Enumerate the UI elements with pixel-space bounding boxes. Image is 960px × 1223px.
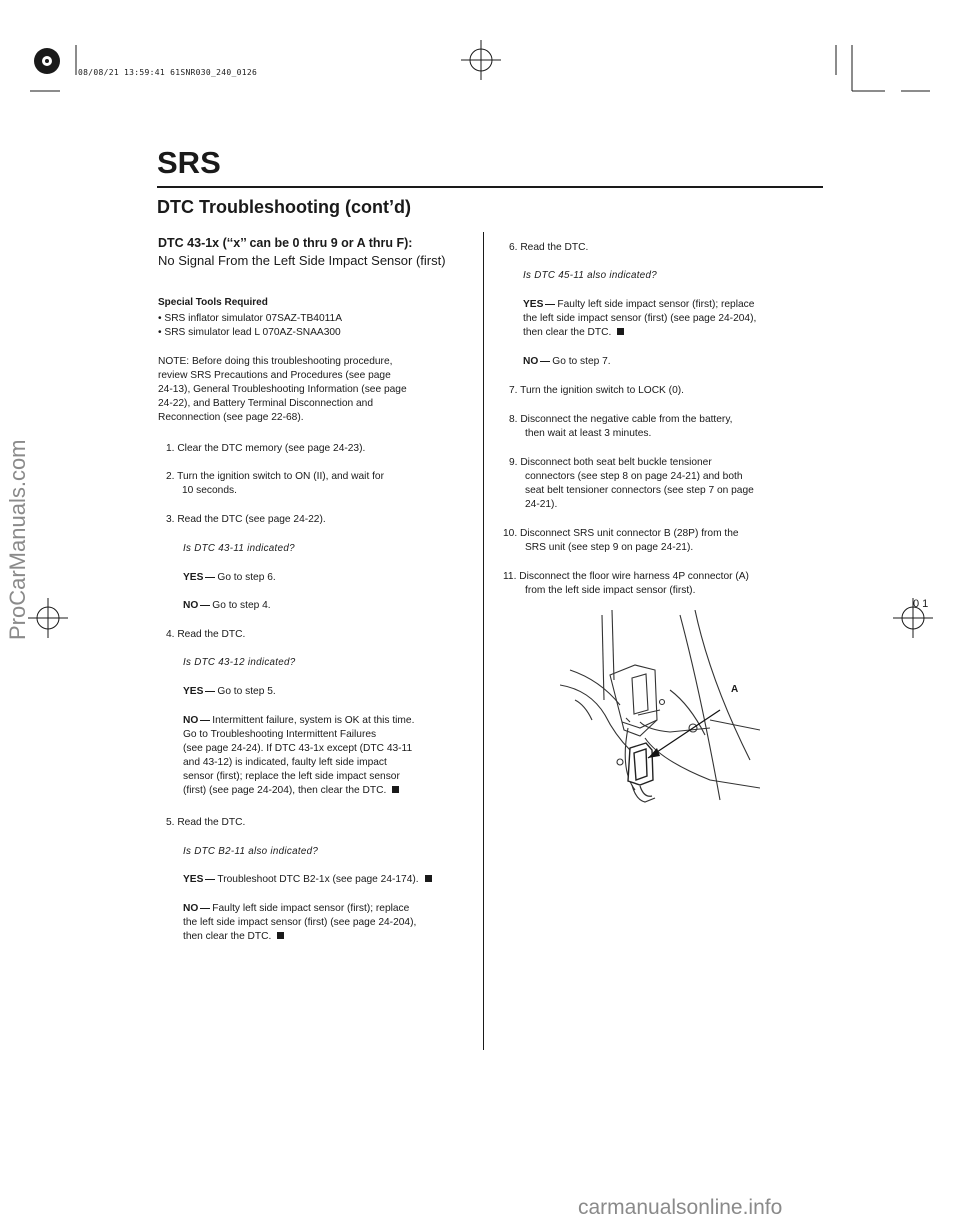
header-rule — [157, 186, 823, 188]
callout-a: A — [731, 684, 739, 695]
note-line: NOTE: Before doing this troubleshooting procedure, — [158, 356, 393, 367]
no-5 — [183, 902, 416, 944]
no-4 — [183, 714, 414, 798]
yes-label: YES — [183, 874, 204, 885]
no-5-line: the left side impact sensor (first) (see page 24-204), — [183, 917, 417, 928]
dash — [200, 605, 210, 606]
no-5-line: then clear the DTC. — [183, 931, 272, 942]
yes-5-text: Troubleshoot DTC B2-1x (see page 24-174). — [217, 874, 419, 885]
section-title: SRS — [157, 145, 221, 180]
step-9 — [509, 456, 754, 512]
step-7: 7. Turn the ignition switch to LOCK (0). — [509, 385, 684, 396]
step-3: 3. Read the DTC (see page 24-22). — [166, 514, 326, 525]
dtc-heading: DTC 43-1x (‘‘x’’ can be 0 thru 9 or A thru F): — [158, 236, 413, 250]
no-4-line: and 43-12) is indicated, faulty left side impact — [183, 757, 387, 768]
dash — [200, 908, 210, 909]
step-11 — [503, 570, 749, 598]
question-3: Is DTC 43-11 indicated? — [183, 543, 295, 554]
end-mark-icon — [392, 786, 399, 793]
end-mark-icon — [425, 875, 432, 882]
step-11-line: from the left side impact sensor (first). — [525, 585, 696, 596]
step-10 — [503, 527, 739, 555]
no-4-line: Go to Troubleshooting Intermittent Failures — [183, 729, 377, 740]
step-8-line: then wait at least 3 minutes. — [525, 428, 652, 439]
end-mark-icon — [277, 932, 284, 939]
yes-6 — [523, 298, 756, 340]
yes-label: YES — [183, 572, 204, 583]
tools-heading: Special Tools Required — [158, 297, 268, 308]
dash — [205, 577, 215, 578]
connector-illustration — [560, 610, 760, 805]
page-fragment: 0 1 — [913, 598, 929, 610]
dash — [540, 361, 550, 362]
no-4-line: sensor (first); replace the left side impact sensor — [183, 771, 400, 782]
tool-item: • SRS inflator simulator 07SAZ-TB4011A — [158, 313, 342, 324]
column-divider — [483, 232, 484, 1050]
note-line: 24-22), and Battery Terminal Disconnection and — [158, 398, 374, 409]
step-8 — [509, 413, 733, 441]
bottom-watermark: carmanualsonline.info — [578, 1196, 783, 1219]
step-9-line: 24-21). — [525, 499, 558, 510]
print-stamp: 08/08/21 13:59:41 61SNR030_240_0126 — [78, 68, 258, 77]
question-4: Is DTC 43-12 indicated? — [183, 657, 296, 668]
no-4-line: Intermittent failure, system is OK at this time. — [212, 715, 415, 726]
note-line: Reconnection (see page 22-68). — [158, 412, 304, 423]
yes-4-text: Go to step 5. — [217, 686, 276, 697]
step-11-line: 11. Disconnect the floor wire harness 4P connector (A) — [503, 571, 749, 582]
yes-3 — [183, 571, 276, 585]
step-9-line: 9. Disconnect both seat belt buckle tensioner — [509, 457, 712, 468]
no-6 — [523, 355, 611, 369]
no-5-line: Faulty left side impact sensor (first); replace — [212, 903, 410, 914]
yes-4 — [183, 685, 276, 699]
note-line: review SRS Precautions and Procedures (see page — [158, 370, 391, 381]
step-2 — [166, 470, 384, 498]
step-10-line: 10. Disconnect SRS unit connector B (28P) from the — [503, 528, 739, 539]
step-2-line: 10 seconds. — [182, 485, 237, 496]
dash — [205, 691, 215, 692]
step-5: 5. Read the DTC. — [166, 817, 246, 828]
side-watermark: ProCarManuals.com — [5, 439, 30, 640]
note — [158, 355, 407, 425]
note-line: 24-13), General Troubleshooting Information (see page — [158, 384, 407, 395]
no-label: NO — [523, 356, 539, 367]
yes-6-line: then clear the DTC. — [523, 327, 612, 338]
no-label: NO — [183, 600, 199, 611]
step-9-line: connectors (see step 8 on page 24-21) and both — [525, 471, 743, 482]
yes-label: YES — [183, 686, 204, 697]
no-6-text: Go to step 7. — [552, 356, 611, 367]
question-5: Is DTC B2-11 also indicated? — [183, 846, 319, 857]
step-4: 4. Read the DTC. — [166, 629, 246, 640]
step-1: 1. Clear the DTC memory (see page 24-23). — [166, 443, 366, 454]
dash — [545, 304, 555, 305]
end-mark-icon — [617, 328, 624, 335]
tools-list — [158, 312, 342, 340]
yes-6-line: the left side impact sensor (first) (see page 24-204), — [523, 313, 757, 324]
no-4-line: (first) (see page 24-204), then clear the DTC. — [183, 785, 387, 796]
step-2-line: 2. Turn the ignition switch to ON (II), and wait for — [166, 471, 384, 482]
dtc-subtitle: No Signal From the Left Side Impact Sensor (first) — [158, 253, 446, 268]
page-title: DTC Troubleshooting (cont’d) — [157, 197, 411, 217]
step-6: 6. Read the DTC. — [509, 242, 589, 253]
no-label: NO — [183, 903, 199, 914]
yes-5 — [183, 873, 432, 887]
no-label: NO — [183, 715, 199, 726]
tool-item: • SRS simulator lead L 070AZ-SNAA300 — [158, 327, 341, 338]
step-10-line: SRS unit (see step 9 on page 24-21). — [525, 542, 694, 553]
yes-3-text: Go to step 6. — [217, 572, 276, 583]
no-3 — [183, 599, 271, 613]
yes-6-line: Faulty left side impact sensor (first); replace — [557, 299, 755, 310]
step-8-line: 8. Disconnect the negative cable from the battery, — [509, 414, 733, 425]
dash — [205, 879, 215, 880]
question-6: Is DTC 45-11 also indicated? — [523, 270, 658, 281]
dash — [200, 720, 210, 721]
no-4-line: (see page 24-24). If DTC 43-1x except (DTC 43-11 — [183, 743, 413, 754]
yes-label: YES — [523, 299, 544, 310]
step-9-line: seat belt tensioner connectors (see step 7 on page — [525, 485, 754, 496]
no-3-text: Go to step 4. — [212, 600, 271, 611]
